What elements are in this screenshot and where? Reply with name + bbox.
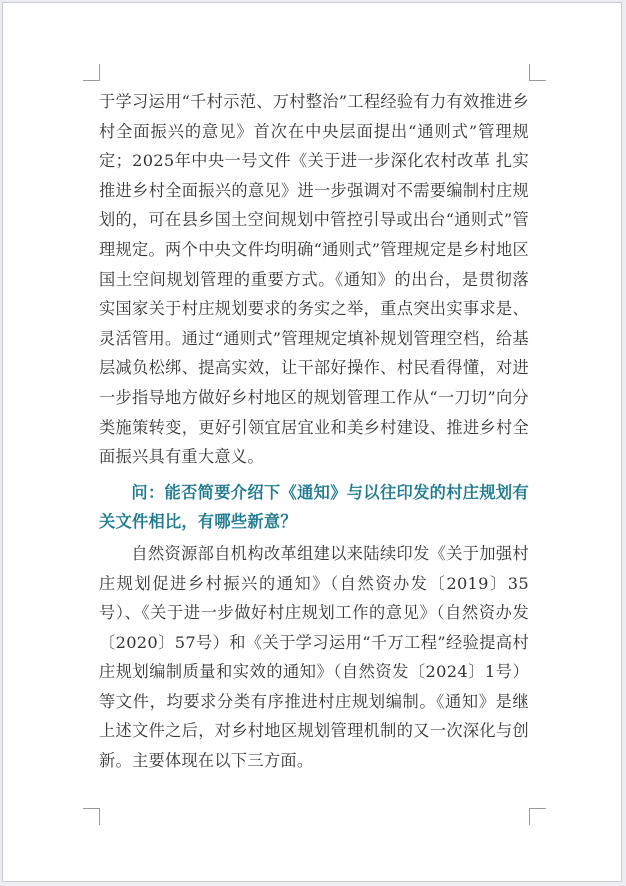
document-page bbox=[2, 2, 622, 882]
margin-mark-bottom-left bbox=[83, 808, 100, 825]
question-heading[interactable]: 问：能否简要介绍下《通知》与以往印发的村庄规划有关文件相比，有哪些新意？ bbox=[99, 482, 529, 532]
margin-mark-top-right bbox=[529, 64, 546, 81]
body-paragraph-continued[interactable]: 于学习运用“千村示范、万村整治”工程经验有力有效推进乡村全面振兴的意见》首次在中央层面提出“通则式”管理规定；2025年中央一号文件《关于进一步深化农村改革 扎实推进乡村全面振兴的意见》进一步强调对不需要编制村庄规划的，可在县乡国土空间规划中管控引导或出台“通则式”管理规定。两个中央文件均明确“通则式”管理规定是乡村地区国土空间规划管理的重要方式。《通知》的出台，是贯彻落实国家关于村庄规划要求的务实之举，重点突出实事求是、灵活管用。通过“通则式”管理规定填补规划管理空档，给基层减负松绑、提高实效，让干部好操作、村民看得懂，对进一步指导地方做好乡村地区的规划管理工作从“一刀切”向分类施策转变，更好引领宜居宜业和美乡村建设、推进乡村全面振兴具有重大意义。 bbox=[99, 92, 529, 467]
margin-mark-bottom-right bbox=[529, 808, 546, 825]
answer-paragraph[interactable]: 自然资源部自机构改革组建以来陆续印发《关于加强村庄规划促进乡村振兴的通知》（自然资办发〔2019〕35号）、《关于进一步做好村庄规划工作的意见》（自然资办发〔2020〕57号）和《关于学习运用“千万工程”经验提高村庄规划编制质量和实效的通知》（自然资发〔2024〕1号）等文件，均要求分类有序推进村庄规划编制。《通知》是继上述文件之后，对乡村地区规划管理机制的又一次深化与创新。主要体现在以下三方面。 bbox=[99, 543, 529, 771]
margin-mark-top-left bbox=[83, 64, 100, 81]
document-body[interactable] bbox=[99, 87, 529, 776]
